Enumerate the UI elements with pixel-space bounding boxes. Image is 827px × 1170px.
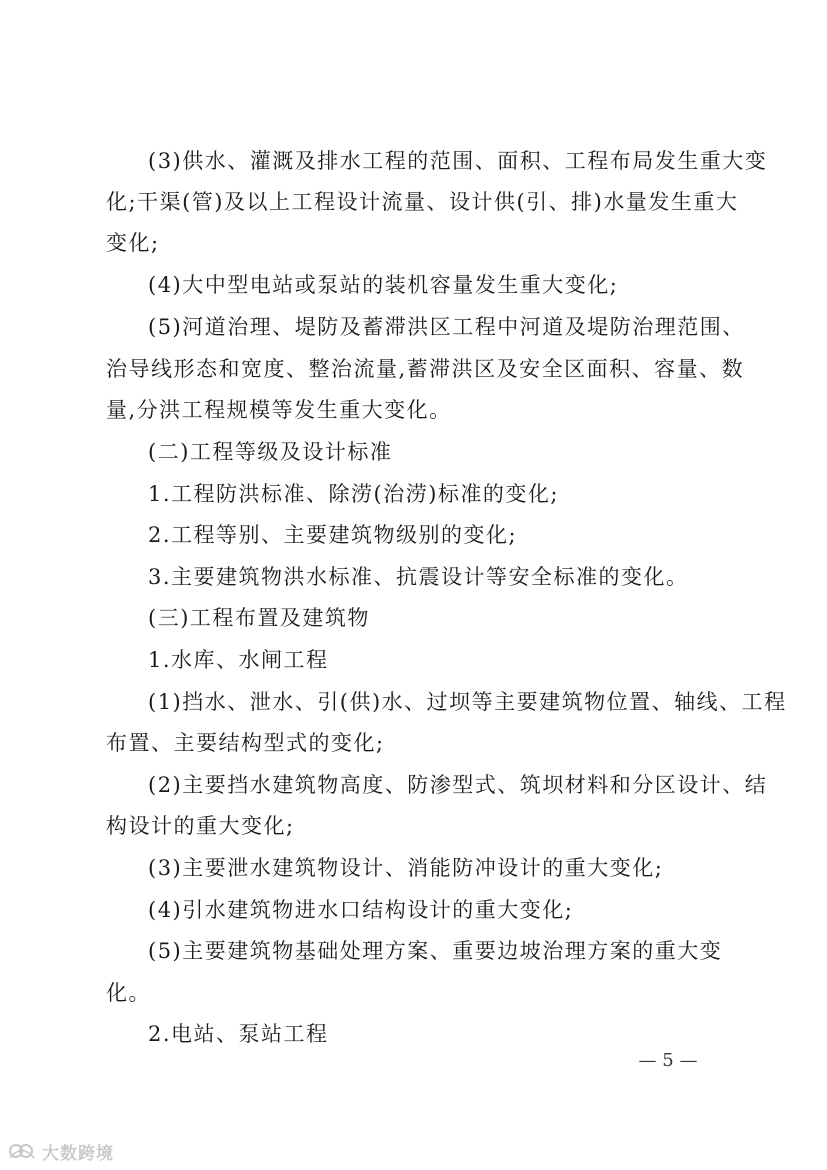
text-line: 变化; (106, 231, 160, 255)
text-line: 构设计的重大变化; (106, 814, 295, 838)
text-line: (3)供水、灌溉及排水工程的范围、面积、工程布局发生重大变 (148, 149, 768, 173)
text-line: 化。 (106, 981, 151, 1005)
text-line: 治导线形态和宽度、整治流量,蓄滞洪区及安全区面积、容量、数 (106, 357, 745, 381)
page-number: — 5 — (638, 1050, 698, 1071)
text-line: 2.工程等别、主要建筑物级别的变化; (148, 523, 518, 547)
watermark-text: 大数跨境 (42, 1143, 114, 1164)
subsection-heading: 2.电站、泵站工程 (148, 1022, 329, 1046)
subsection-heading: 1.水库、水闸工程 (148, 648, 329, 672)
text-line: (3)主要泄水建筑物设计、消能防冲设计的重大变化; (148, 856, 664, 880)
watermark-logo-icon (8, 1141, 36, 1161)
watermark (8, 1138, 114, 1164)
text-line: (4)引水建筑物进水口结构设计的重大变化; (148, 898, 574, 922)
text-line: (5)河道治理、堤防及蓄滞洪区工程中河道及堤防治理范围、 (148, 315, 745, 339)
text-line: (1)挡水、泄水、引(供)水、过坝等主要建筑物位置、轴线、工程 (148, 690, 787, 714)
text-line: (2)主要挡水建筑物高度、防渗型式、筑坝材料和分区设计、结 (148, 773, 768, 797)
text-line: 量,分洪工程规模等发生重大变化。 (106, 398, 452, 422)
text-line: 3.主要建筑物洪水标准、抗震设计等安全标准的变化。 (148, 565, 689, 589)
text-line: 化;干渠(管)及以上工程设计流量、设计供(引、排)水量发生重大 (106, 190, 739, 214)
text-line: (5)主要建筑物基础处理方案、重要边坡治理方案的重大变 (148, 939, 723, 963)
text-line: 1.工程防洪标准、除涝(治涝)标准的变化; (148, 482, 559, 506)
section-heading: (二)工程等级及设计标准 (148, 440, 393, 464)
section-heading: (三)工程布置及建筑物 (148, 606, 370, 630)
text-line: 布置、主要结构型式的变化; (106, 731, 385, 755)
text-line: (4)大中型电站或泵站的装机容量发生重大变化; (148, 273, 619, 297)
